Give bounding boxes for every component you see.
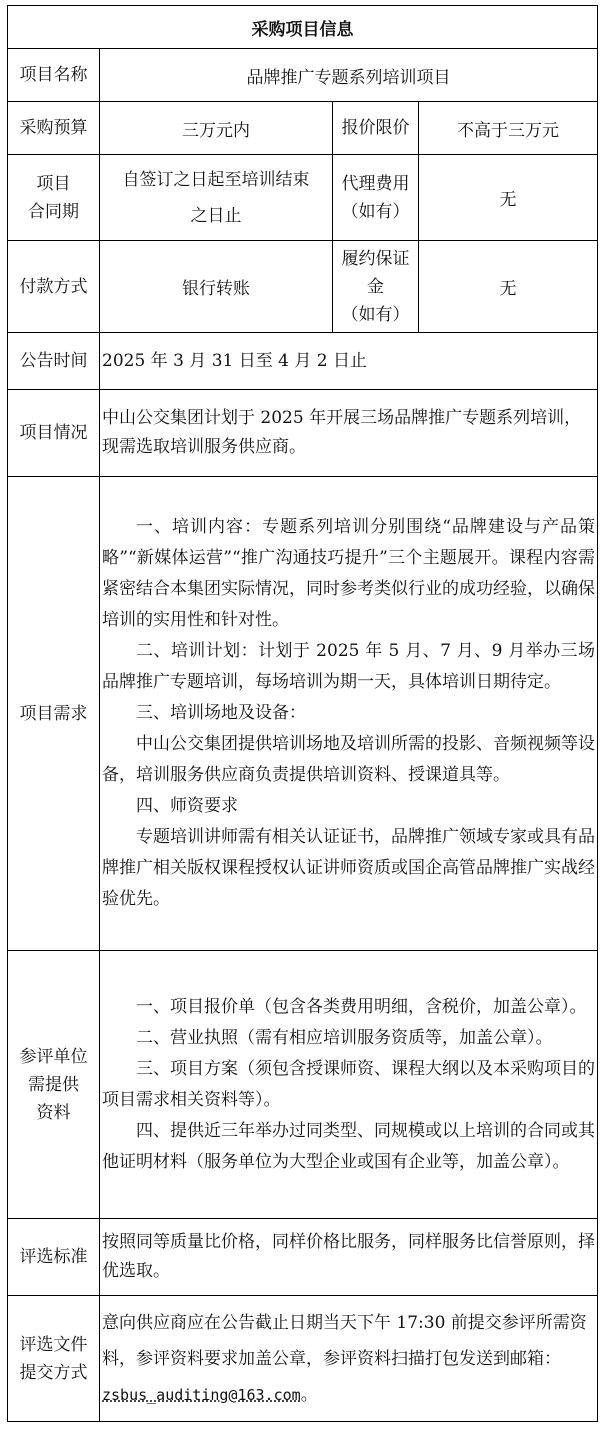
materials-label-line3: 资料 xyxy=(36,1102,71,1123)
deposit-label-line1: 履约保证 xyxy=(341,248,410,269)
requirement-paragraph: 三、培训场地及设备： xyxy=(136,703,306,723)
submission-end: 。 xyxy=(300,1384,318,1405)
price-limit-label: 报价限价 xyxy=(333,102,419,155)
project-status-row xyxy=(8,390,598,477)
agency-fee-label-line2: （如有） xyxy=(341,201,410,222)
contract-label-line1: 项目 xyxy=(36,173,71,194)
notice-time-row xyxy=(8,333,598,390)
materials-label-line2: 需提供 xyxy=(28,1074,79,1095)
budget-row xyxy=(8,102,598,155)
project-name-value: 品牌推广专题系列培训项目 xyxy=(100,49,598,102)
submission-email-link[interactable]: zsbus_auditing@163.com xyxy=(102,1385,301,1404)
project-status-label: 项目情况 xyxy=(8,390,100,477)
requirements-content xyxy=(100,477,598,951)
materials-content xyxy=(100,951,598,1219)
submission-label xyxy=(8,1296,100,1422)
project-name-row xyxy=(8,49,598,102)
material-paragraph: 二、营业执照（需有相应培训服务资质等，加盖公章）。 xyxy=(136,1027,553,1048)
contract-period-value xyxy=(100,155,333,241)
deposit-value: 无 xyxy=(419,241,598,333)
material-paragraph: 一、项目报价单（包含各类费用明细，含税价，加盖公章）。 xyxy=(136,996,587,1017)
contract-value-line2: 之日止 xyxy=(190,205,242,226)
requirements-label: 项目需求 xyxy=(8,477,100,951)
budget-label: 采购预算 xyxy=(8,102,100,155)
criteria-label: 评选标准 xyxy=(8,1219,100,1296)
requirement-paragraph: 专题培训讲师需有相关认证证书，品牌推广领域专家或具有品牌推广相关版权课程授权认证讲师资质或国企高管品牌推广实战经验优先。 xyxy=(102,827,595,909)
budget-value: 三万元内 xyxy=(100,102,333,155)
material-paragraph: 三、项目方案（须包含授课师资、课程大纲以及本采购项目的项目需求相关资料等）。 xyxy=(102,1058,595,1110)
material-paragraph: 四、提供近三年举办过同类型、同规模或以上培训的合同或其他证明材料（服务单位为大型企业或国有企业等，加盖公章）。 xyxy=(102,1120,595,1172)
contract-row xyxy=(8,155,598,241)
submission-text: 意向供应商应在公告截止日期当天下午 17:30 前提交参评所需资料，参评资料要求加盖公章，参评资料扫描打包发送到邮箱： xyxy=(102,1312,587,1369)
requirement-paragraph: 二、培训计划：计划于 2025 年 5 月、7 月、9 月举办三场品牌推广专题培训，每场培训为期一天，具体培训日期待定。 xyxy=(102,641,595,692)
deposit-label-line3: （如有） xyxy=(341,304,410,325)
notice-time-value: 2025 年 3 月 31 日至 4 月 2 日止 xyxy=(100,333,598,390)
materials-label xyxy=(8,951,100,1219)
submission-label-line1: 评选文件 xyxy=(19,1334,88,1355)
requirements-row xyxy=(8,477,598,951)
materials-row xyxy=(8,951,598,1219)
requirement-paragraph: 中山公交集团提供培训场地及培训所需的投影、音频视频等设备，培训服务供应商负责提供培训资料、授课道具等。 xyxy=(102,734,595,785)
agency-fee-value: 无 xyxy=(419,155,598,241)
table-title: 采购项目信息 xyxy=(8,6,598,49)
materials-label-line1: 参评单位 xyxy=(19,1046,88,1067)
project-status-value: 中山公交集团计划于 2025 年开展三场品牌推广专题系列培训，现需选取培训服务供应商。 xyxy=(100,390,598,477)
agency-fee-label-line1: 代理费用 xyxy=(341,173,410,194)
criteria-value: 按照同等质量比价格，同样价格比服务，同样服务比信誉原则，择优选取。 xyxy=(100,1219,598,1296)
submission-label-line2: 提交方式 xyxy=(19,1362,88,1383)
contract-label-line2: 合同期 xyxy=(28,201,79,222)
payment-value: 银行转账 xyxy=(100,241,333,333)
deposit-label xyxy=(333,241,419,333)
submission-content xyxy=(100,1296,598,1422)
price-limit-value: 不高于三万元 xyxy=(419,102,598,155)
title-row xyxy=(8,6,598,49)
project-name-label: 项目名称 xyxy=(8,49,100,102)
agency-fee-label xyxy=(333,155,419,241)
requirement-paragraph: 四、师资要求 xyxy=(136,796,238,816)
notice-time-label: 公告时间 xyxy=(8,333,100,390)
requirement-paragraph: 一、培训内容：专题系列培训分别围绕“品牌建设与产品策略”“新媒体运营”“推广沟通技巧提升”三个主题展开。课程内容需紧密结合本集团实际情况，同时参考类似行业的成功经验，以确保培训的实用性和针对性。 xyxy=(102,517,595,630)
payment-row xyxy=(8,241,598,333)
procurement-info-table xyxy=(7,5,598,1422)
payment-label: 付款方式 xyxy=(8,241,100,333)
submission-row xyxy=(8,1296,598,1422)
deposit-label-line2: 金 xyxy=(367,276,384,297)
contract-value-line1: 自签订之日起至培训结束 xyxy=(122,169,310,190)
criteria-row xyxy=(8,1219,598,1296)
contract-period-label xyxy=(8,155,100,241)
